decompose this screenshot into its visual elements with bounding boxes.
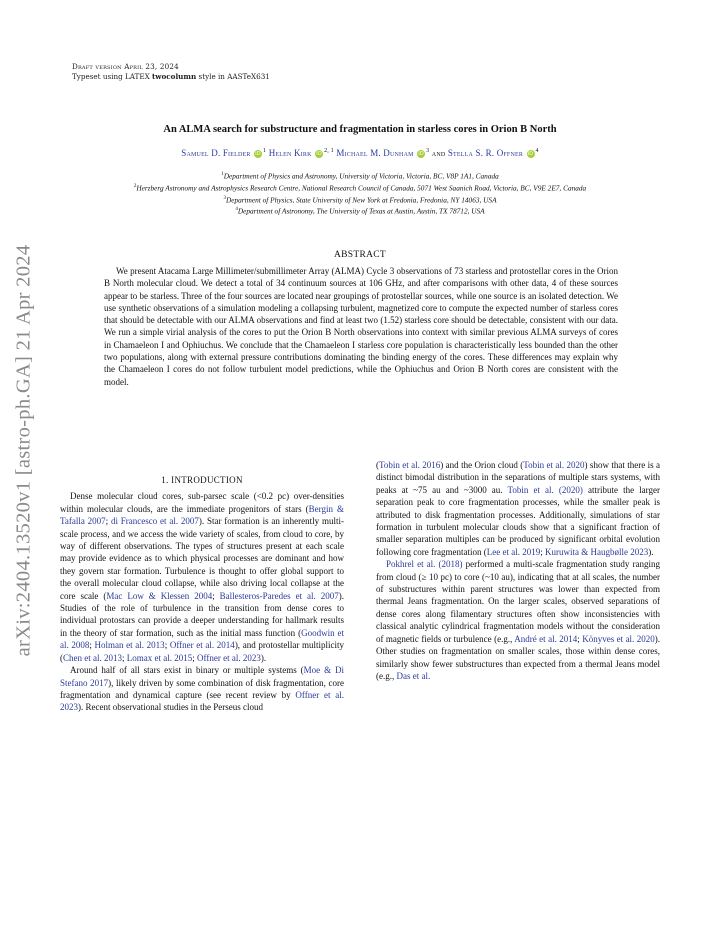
- affiliation-3-text: Department of Physics, State University of New York at Fredonia, Fredonia, NY 14063, USA: [225, 195, 497, 205]
- orcid-icon[interactable]: iD: [316, 150, 322, 157]
- orcid-icon[interactable]: iD: [527, 150, 534, 157]
- abstract-heading: ABSTRACT: [333, 250, 387, 260]
- typeset-text-3: style in AASTeX631: [196, 72, 270, 81]
- typeset-text-2: ATEX: [129, 72, 152, 81]
- author-2[interactable]: Helen Kirk: [268, 148, 312, 158]
- citation-link[interactable]: Bergin & Tafalla 2007: [60, 503, 344, 527]
- author-1-affil: 1: [263, 148, 267, 154]
- affiliation-4-text: Department of Astronomy, The University of Texas at Austin, Austin, TX 78712, USA: [237, 206, 485, 216]
- intro-paragraph-3: Pokhrel et al. (2018) performed a multi-scale fragmentation study ranging from cloud (≥ 10 pc) to core (~10 au), indicating that at all scales, the number of substructures within parent structures was lower than expected from thermal Jeans fragmentation. On the larger scales, observed separations of dense cores along filamentary structures often show inconsistencies with classical analytic cylindrical fragmentation models without the consideration of magnetic fields or turbulence (e.g., André et al. 2014; Könyves et al. 2020). Other studies on fragmentation on smaller scales, those within dense cores, similarly show fewer substructures than expected from a thermal Jeans model (e.g., Das et al.: [376, 559, 661, 681]
- affiliation-3-num: 3: [223, 195, 226, 201]
- citation-link[interactable]: Tobin et al. 2020: [523, 460, 585, 470]
- affiliation-1-num: 1: [221, 172, 224, 177]
- typeset-text-1: Typeset using L: [72, 72, 130, 81]
- affiliation-3: [56, 194, 664, 206]
- citation-link[interactable]: Mac Low & Klessen 2004: [106, 590, 213, 601]
- citation-link[interactable]: Lomax et al. 2015: [126, 652, 193, 663]
- draft-date: April 23, 2024: [124, 62, 179, 71]
- intro-paragraph-1: Dense molecular cloud cores, sub-parsec scale (<0.2 pc) over-densities within molecular clouds, are the immediate progenitors of stars (Bergin & Tafalla 2007; di Francesco et al. 2007). Star formation is an inherently multi-scale process, and we access the wide variety of scales, from cloud to core, by way of different observations. The types of structures present at each scale may provide evidence as to which physical processes are dominant and how they govern star formation. Turbulence is thought to offer global support to the overall molecular cloud collapse, while also driving local collapse at the core scale (Mac Low & Klessen 2004; Ballesteros-Paredes et al. 2007). Studies of the role of turbulence in the transition from dense cores to individual protostars can provide a deeper understanding for hallmark results in the theory of star formation, such as the initial mass function (Goodwin et al. 2008; Holman et al. 2013; Offner et al. 2014), and protostellar multiplicity (Chen et al. 2013; Lomax et al. 2015; Offner et al. 2023).: [60, 491, 345, 663]
- affiliations: [56, 170, 664, 217]
- citation-link[interactable]: Moe & Di Stefano 2017: [60, 665, 345, 688]
- citation-link[interactable]: André et al. 2014: [514, 633, 578, 644]
- citation-link[interactable]: Offner et al. 2014: [169, 640, 235, 651]
- author-4[interactable]: Stella S. R. Offner: [447, 148, 524, 158]
- citation-link[interactable]: Holman et al. 2013: [94, 640, 165, 651]
- paper-title: An ALMA search for substructure and fragmentation in starless cores in Orion B North: [163, 124, 557, 135]
- citation-link[interactable]: Chen et al. 2013: [63, 652, 122, 663]
- citation-link[interactable]: Pokhrel et al. (2018): [386, 559, 463, 570]
- affiliation-4: [56, 205, 664, 217]
- orcid-icon[interactable]: iD: [418, 150, 424, 157]
- abstract-text: We present Atacama Large Millimeter/submillimeter Array (ALMA) Cycle 3 observations of 73 starless and protostellar cores in the Orion B North molecular cloud. We detect a total of 34 continuum sources at 106 GHz, and after comparisons with other data, 4 of these sources appear to be starless. Three of the four sources are located near groupings of protostellar sources, while one source is an isolated detection. We use synthetic observations of a simulation modeling a collapsing turbulent, magnetized core to compute the expected number of starless cores that should be detectable with our ALMA observations and find at least two (1.52) starless core should be detectable, consistent with our data. We run a simple virial analysis of the cores to put the Orion B North observations into context with similar previous ALMA surveys of cores in Chamaeleon I and Ophiuchus. We conclude that the Chamaeleon I starless core population is characteristically less bounded than the other two populations, along with external pressure contributions dominating the binding energy of the cores. These differences may explain why the Chamaeleon I cores do not follow turbulent model predictions, while the Ophiuchus and Orion B North cores are consistent with the model.: [104, 266, 618, 387]
- left-column: [60, 474, 344, 714]
- citation-link[interactable]: Offner et al. 2023: [60, 689, 344, 713]
- citation-link[interactable]: Tobin et al. 2016: [379, 460, 441, 470]
- intro-paragraph-2-cont: (Tobin et al. 2016) and the Orion cloud (Tobin et al. 2020) show that there is a distinct bimodal distribution in the separations of multiple stars systems, with peaks at ~75 au and ~3000 au. Tobin et al. (2020) attribute the larger separation peak to core fragmentation processes, while the smaller peak is attributed to disk fragmentation processes. Additionally, simulations of star formation in turbulent molecular clouds show that a significant fraction of smaller separation multiples can be produced by significant orbital evolution following core fragmentation (Lee et al. 2019; Kuruwita & Haugbølle 2023).: [376, 460, 661, 557]
- author-2-affil: 2, 1: [324, 148, 334, 154]
- affiliation-1: [56, 170, 664, 182]
- arxiv-id[interactable]: arXiv:2404.13520v1 [astro-ph.GA] 21 Apr 2024: [12, 244, 35, 656]
- orcid-icon[interactable]: iD: [255, 150, 261, 157]
- authors-and: and: [431, 148, 446, 158]
- citation-link[interactable]: Tobin et al. (2020): [507, 484, 583, 495]
- citation-link[interactable]: Goodwin et al. 2008: [60, 627, 344, 651]
- affiliation-2: [56, 182, 664, 194]
- typeset-line: [72, 72, 270, 82]
- author-1[interactable]: Samuel D. Fielder: [181, 148, 251, 158]
- author-3-affil: 3: [426, 148, 430, 154]
- typeset-bold: twocolumn: [151, 72, 197, 81]
- citation-link[interactable]: Könyves et al. 2020: [582, 633, 655, 644]
- right-column: [376, 459, 660, 682]
- draft-line: [72, 62, 270, 72]
- draft-header: [72, 62, 270, 82]
- affiliation-4-num: 4: [235, 207, 238, 213]
- affiliation-2-num: 2: [133, 183, 137, 189]
- section-heading: 1. INTRODUCTION: [161, 475, 243, 485]
- draft-prefix: Draft version: [72, 62, 125, 71]
- arxiv-stamp: [4, 230, 44, 670]
- intro-paragraph-2: Around half of all stars exist in binary or multiple systems (Moe & Di Stefano 2017), likely driven by some combination of disk fragmentation, core fragmentation and dynamical capture (see recent review by Offner et al. 2023). Recent observational studies in the Perseus cloud: [60, 665, 345, 713]
- citation-link[interactable]: Lee et al. 2019: [486, 546, 541, 557]
- affiliation-1-text: Department of Physics and Astronomy, University of Victoria, Victoria, BC, V8P 1A1, Canada: [223, 171, 499, 181]
- citation-link[interactable]: Kuruwita & Haugbølle 2023: [544, 546, 649, 557]
- citation-link[interactable]: Offner et al. 2023: [197, 652, 261, 663]
- author-4-affil: 4: [535, 148, 539, 154]
- affiliation-2-text: Herzberg Astronomy and Astrophysics Research Centre, National Research Council of Canada, 5071 West Saanich Road, Victoria, BC, V9E 2E7, Canada: [136, 183, 587, 193]
- author-3[interactable]: Michael M. Dunham: [336, 148, 414, 158]
- citation-link[interactable]: Das et al.: [396, 670, 431, 681]
- author-list: [60, 148, 660, 158]
- citation-link[interactable]: di Francesco et al. 2007: [110, 516, 199, 527]
- citation-link[interactable]: Ballesteros-Paredes et al. 2007: [219, 590, 339, 601]
